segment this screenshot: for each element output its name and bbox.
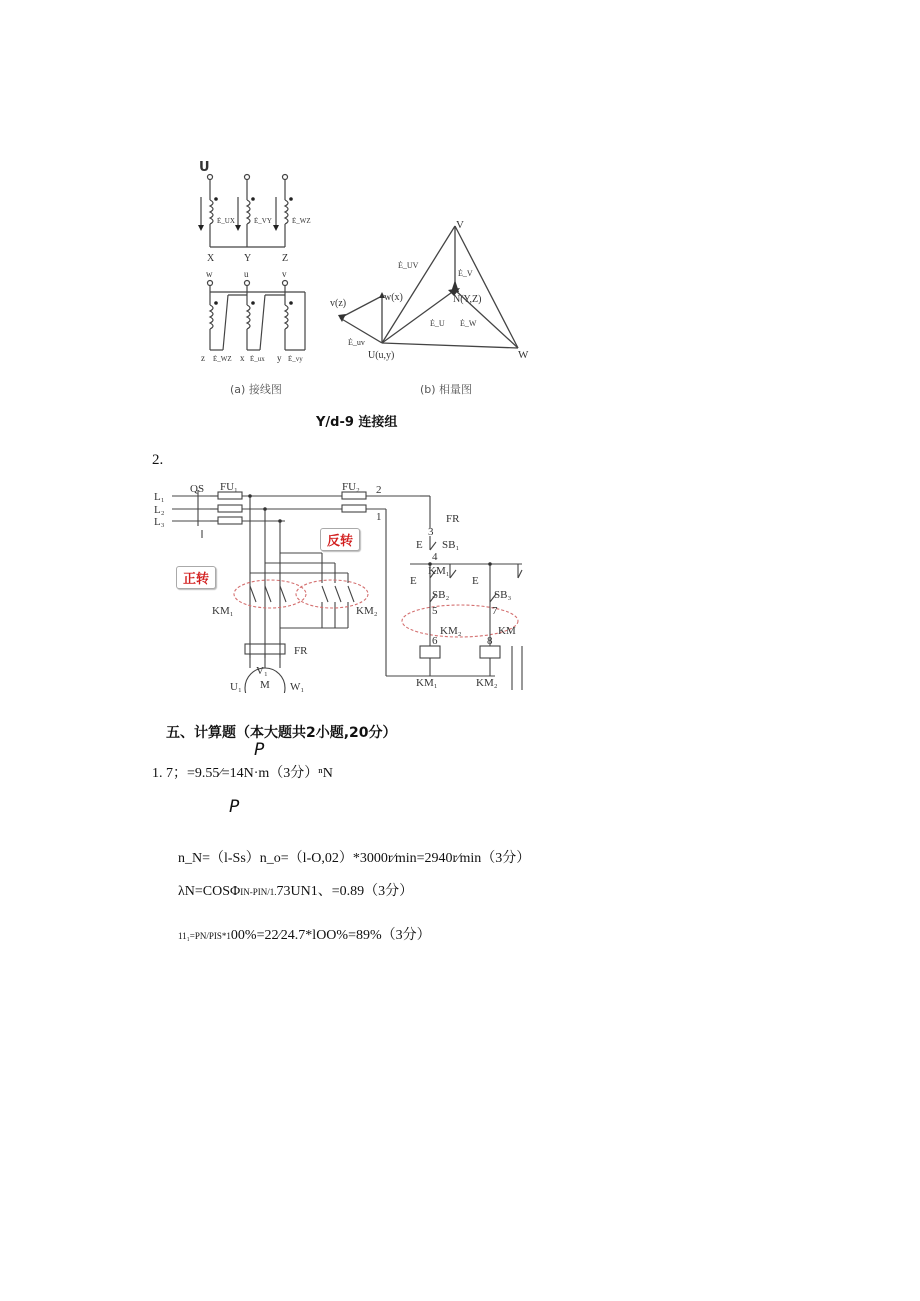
formula-p-upper: P	[254, 740, 265, 760]
label-e-vy: Ė_VY	[254, 217, 272, 225]
phasor-N: N(Y,Z)	[453, 294, 482, 305]
label-W1: W₁	[290, 681, 305, 693]
label-x: X	[207, 253, 215, 264]
label-FR-main: FR	[294, 645, 308, 657]
label-KM1-coil: KM₁	[416, 677, 438, 689]
phasor-e-v: Ė_V	[458, 269, 473, 278]
label-KM1-interlock: KM	[498, 625, 516, 637]
label-x-low: x	[240, 353, 245, 363]
formula-p-lower: P	[229, 797, 240, 817]
label-SB2: SB₂	[432, 589, 450, 601]
label-e-ux: Ė_UX	[217, 217, 235, 225]
section-5-heading: 五、计算题（本大题共2小题,20分）	[166, 725, 397, 741]
label-E-sb1: E	[416, 539, 423, 551]
label-u-low: u	[244, 269, 249, 279]
label-FR-ctrl: FR	[446, 513, 460, 525]
phasor-e-uv: Ė_UV	[398, 261, 419, 270]
phasor-e-u: Ė_U	[430, 319, 445, 328]
label-L2: L₂	[154, 504, 165, 516]
phasor-vz: v(z)	[330, 298, 347, 309]
label-KM1-main: KM₁	[212, 605, 234, 617]
label-y-low: y	[277, 353, 282, 363]
caption-a: (a) 接线图	[230, 383, 282, 396]
calc-line-4-rest: 00%=22⁄24.7*lOO%=89%（3分）	[230, 928, 431, 943]
phasor-diagram	[330, 218, 540, 368]
label-n4: 4	[432, 551, 438, 563]
phasor-U: U(u,y)	[368, 350, 395, 361]
calc-line-4	[178, 924, 431, 944]
label-V1: V₁	[256, 665, 268, 677]
label-KM1-hold: KM₁	[428, 565, 450, 577]
label-e-ux-low: Ė_ux	[250, 355, 265, 363]
caption-b: (b) 相量图	[420, 383, 473, 396]
label-SB3: SB₃	[494, 589, 512, 601]
calc-line-3-small: IN-PIN/1.	[240, 887, 277, 897]
label-n2: 2	[376, 484, 382, 496]
tag-forward: 正转	[176, 566, 216, 589]
phasor-W: W	[518, 349, 529, 361]
calc-line-2: n_N=（l-Ss）n_o=（l-O,02）*3000r⁄min=2940r⁄min（3分）	[178, 851, 531, 866]
calc-line-4-small: 11₁=PN/PIS*1	[178, 931, 231, 941]
label-e-wz: Ė_WZ	[292, 217, 311, 225]
calc-line-3-main: λN=COSΦ	[178, 884, 241, 899]
figure-2	[150, 478, 525, 693]
label-E-sb2: E	[410, 575, 417, 587]
figure-1	[190, 150, 550, 440]
label-v-low: v	[282, 269, 287, 279]
label-n5: 5	[432, 605, 438, 617]
phasor-wx: w(x)	[384, 292, 403, 303]
label-L3: L₃	[154, 516, 165, 528]
label-SB1: SB₁	[442, 539, 460, 551]
item-2-label: 2.	[152, 452, 164, 468]
label-KM2-coil: KM₂	[476, 677, 498, 689]
label-n6: 6	[432, 635, 438, 647]
calc-line-3-rest: 73UN1、=0.89（3分）	[276, 884, 414, 899]
label-e-vy-low: Ė_vy	[288, 355, 303, 363]
label-E-sb3: E	[472, 575, 479, 587]
label-y: Y	[244, 253, 252, 264]
label-QS: QS	[190, 483, 205, 495]
label-FU2: FU₂	[342, 481, 360, 493]
label-z-low: z	[201, 353, 205, 363]
phasor-V: V	[456, 219, 464, 231]
label-e-wz-low: Ė_WZ	[213, 355, 232, 363]
label-n7: 7	[492, 605, 498, 617]
label-z: Z	[282, 253, 289, 264]
wiring-diagram	[195, 155, 325, 375]
label-n3: 3	[428, 526, 434, 538]
label-M: M	[260, 679, 270, 691]
label-KM2-main: KM₂	[356, 605, 378, 617]
label-w-low: w	[206, 269, 213, 279]
tag-reverse: 反转	[320, 528, 360, 551]
label-KM2-interlock: KM₂	[440, 625, 462, 637]
label-FU1: FU₁	[220, 481, 238, 493]
label-n1: 1	[376, 511, 382, 523]
phasor-e-uv-low: Ė_uv	[348, 338, 365, 347]
calc-line-1: 1. 7；=9.55⁄=14N·m（3分）ⁿN	[152, 766, 333, 781]
label-U1: U₁	[230, 681, 242, 693]
label-L1: L₁	[154, 491, 165, 503]
label-u-top: U	[199, 160, 210, 175]
figure-1-title: Y/d-9 连接组	[316, 415, 398, 430]
label-n8: 8	[487, 635, 493, 647]
calc-line-3	[178, 880, 413, 900]
phasor-e-w: Ė_W	[460, 319, 477, 328]
